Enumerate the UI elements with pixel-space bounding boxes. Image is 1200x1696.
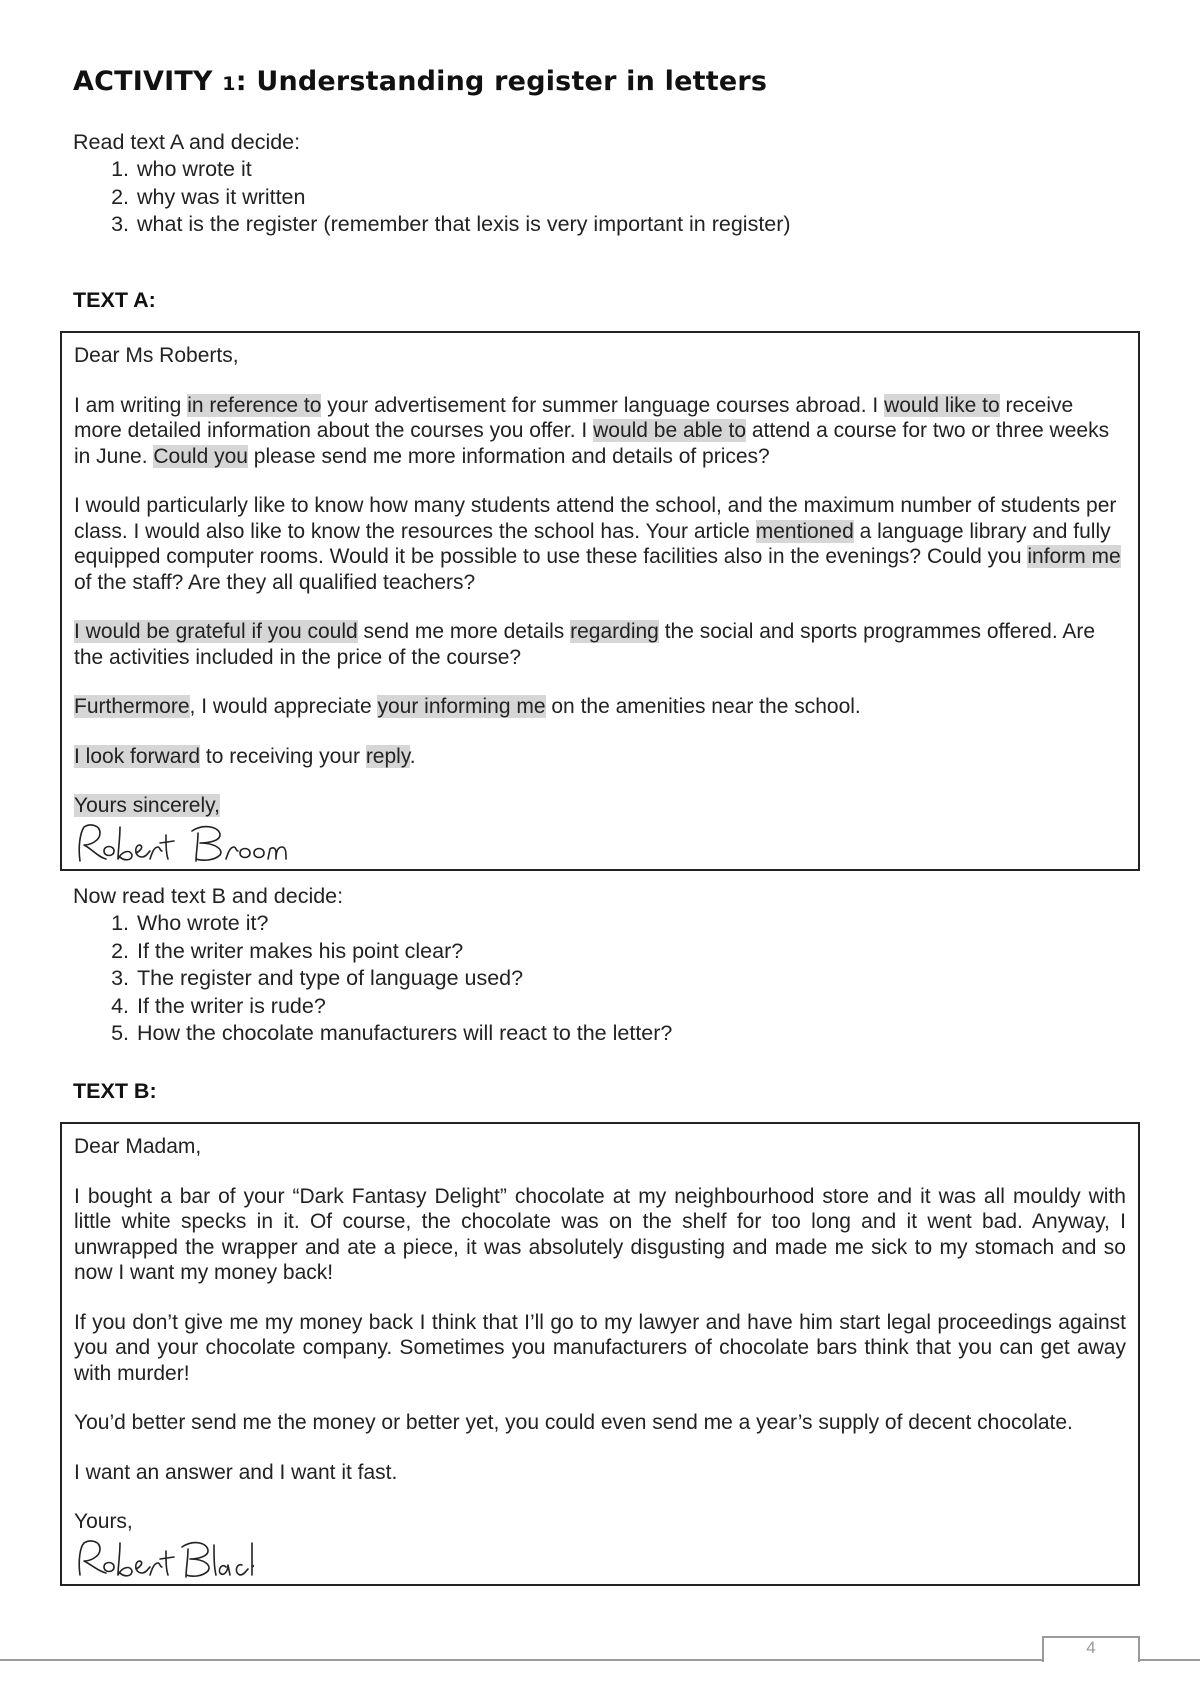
- title-text: : Understanding register in letters: [235, 66, 768, 97]
- text-segment: to receiving your: [200, 744, 366, 768]
- letter-paragraph: [74, 393, 1126, 470]
- highlighted-phrase: I look forward: [74, 744, 201, 768]
- question-item: 5. How the chocolate manufacturers will react to the letter?: [135, 1020, 672, 1048]
- highlighted-phrase: mentioned: [755, 519, 854, 543]
- activity-title: [73, 66, 767, 97]
- highlighted-phrase: regarding: [570, 620, 659, 643]
- question-item: 1. who wrote it: [135, 156, 791, 184]
- question-item: 3. what is the register (remember that lexis is very important in register): [135, 211, 791, 239]
- question-item: 1. Who wrote it?: [135, 910, 672, 938]
- letter-paragraph: [74, 694, 1126, 720]
- highlighted-phrase: your informing me: [377, 695, 546, 718]
- text-a-label: TEXT A:: [73, 288, 156, 312]
- letter-salutation: Dear Madam,: [74, 1135, 202, 1158]
- text-segment: the social and sports programmes offered. Are the activities included in the price of the course?: [74, 620, 1096, 669]
- letter-paragraph: [74, 744, 1126, 770]
- title-prefix: ACTIVITY: [73, 66, 223, 97]
- letter-salutation: Dear Ms Roberts,: [74, 344, 239, 367]
- page-number: 4: [1086, 1638, 1096, 1657]
- text-b-letter-box: [60, 1122, 1140, 1586]
- letter-paragraph: [74, 619, 1126, 670]
- highlighted-phrase: would like to: [884, 393, 1000, 417]
- highlighted-phrase: in reference to: [187, 393, 322, 417]
- text-b-question-list: [73, 910, 672, 1048]
- text-segment: please send me more information and details of prices?: [247, 444, 770, 468]
- text-segment: I am writing: [74, 393, 188, 417]
- text-b-instructions: Now read text B and decide:: [73, 884, 344, 908]
- question-item: 2. If the writer makes his point clear?: [135, 938, 672, 966]
- highlighted-phrase: reply: [365, 744, 410, 768]
- title-number: 1: [222, 73, 236, 95]
- question-item: 3. The register and type of language used?: [135, 965, 672, 993]
- footer-divider: [0, 1659, 1200, 1661]
- highlighted-phrase: Furthermore: [74, 695, 190, 718]
- text-a-instructions: Read text A and decide:: [73, 130, 301, 154]
- letter-paragraph: [74, 493, 1126, 595]
- letter-paragraph: If you don’t give me my money back I think that I’ll go to my lawyer and have him start legal proceedings against you and your chocolate company. Sometimes you manufacturers of chocolate bars think that you can get away with murder!: [74, 1310, 1126, 1385]
- text-segment: of the staff? Are they all qualified teachers?: [74, 570, 476, 594]
- question-item: 2. why was it written: [135, 184, 791, 212]
- highlighted-phrase: inform me: [1027, 545, 1121, 568]
- letter-closing: Yours,: [74, 1510, 133, 1533]
- text-a-question-list: [73, 156, 791, 239]
- text-segment: a language library and fully equipped computer rooms. Would it be possible to use these facilities also in the evenings? Could you: [74, 519, 1111, 568]
- text-segment: on the amenities near the school.: [545, 695, 861, 718]
- text-segment: , I would appreciate: [189, 695, 378, 718]
- letter-paragraph: You’d better send me the money or better yet, you could even send me a year’s supply of decent chocolate.: [74, 1411, 1073, 1434]
- highlighted-phrase: Could you: [153, 444, 248, 468]
- text-segment: I would particularly like to know how many students attend the school, and the maximum number of students per class. I would also like to know the resources the school has. Your article: [74, 494, 1117, 543]
- highlighted-phrase: I would be grateful if you could: [74, 620, 358, 643]
- text-segment: attend a course for two or three weeks in June.: [74, 419, 1110, 468]
- letter-closing: [74, 793, 1126, 819]
- question-item: 4. If the writer is rude?: [135, 993, 672, 1021]
- closing-text: Yours sincerely,: [74, 794, 220, 817]
- letter-paragraph: I bought a bar of your “Dark Fantasy Delight” chocolate at my neighbourhood store and it was all mouldy with little white specks in it. Of course, the chocolate was on the shelf for too long and it went bad. Anyway, I unwrapped the wrapper and ate a piece, it was absolutely disgusting and made me sick to my stomach and so now I want my money back!: [74, 1184, 1126, 1284]
- text-segment: receive more detailed information about the courses you offer. I: [74, 393, 1074, 442]
- text-b-label: TEXT B:: [73, 1079, 157, 1103]
- text-segment: .: [409, 744, 416, 768]
- text-segment: your advertisement for summer language courses abroad. I: [321, 393, 885, 417]
- text-a-letter-box: [60, 331, 1140, 871]
- text-segment: send me more details: [357, 620, 571, 643]
- signature-robert-broom: [74, 821, 294, 867]
- signature-robert-black: [74, 1537, 254, 1581]
- highlighted-phrase: would be able to: [593, 419, 747, 442]
- letter-paragraph: I want an answer and I want it fast.: [74, 1460, 398, 1484]
